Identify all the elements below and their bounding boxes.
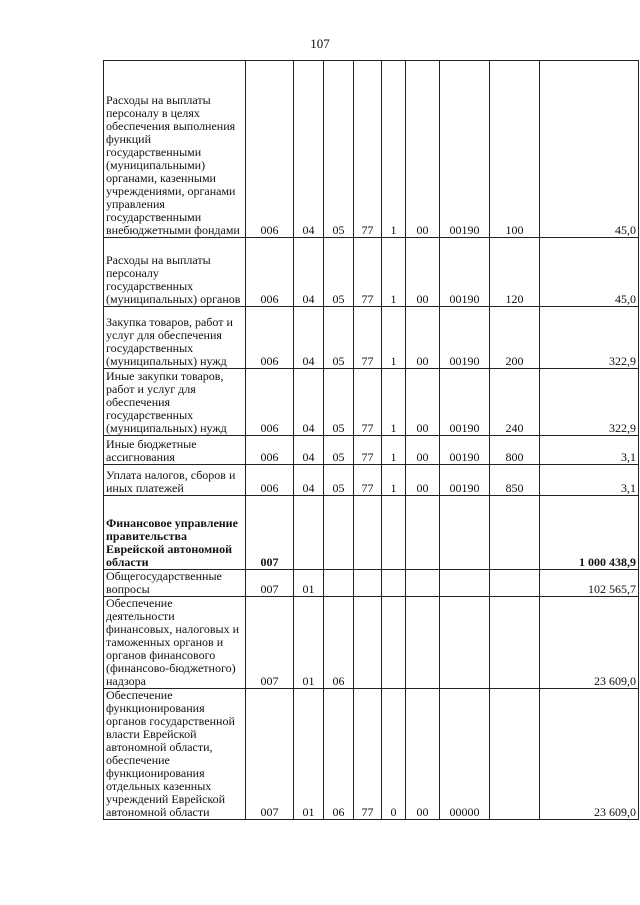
subsection-code xyxy=(324,570,354,597)
amount: 45,0 xyxy=(540,238,639,307)
activity-code xyxy=(406,597,440,689)
ministry-code: 006 xyxy=(246,369,294,436)
section-code: 01 xyxy=(294,597,324,689)
amount: 3,1 xyxy=(540,436,639,465)
amount: 23 609,0 xyxy=(540,689,639,820)
amount: 322,9 xyxy=(540,307,639,369)
ministry-code: 007 xyxy=(246,597,294,689)
program-code: 77 xyxy=(354,436,382,465)
section-code: 04 xyxy=(294,465,324,496)
program-code: 77 xyxy=(354,307,382,369)
ministry-code: 006 xyxy=(246,61,294,238)
amount: 45,0 xyxy=(540,61,639,238)
subsection-code: 05 xyxy=(324,436,354,465)
program-code: 77 xyxy=(354,689,382,820)
expense-type-code xyxy=(490,496,540,570)
subsection-code: 05 xyxy=(324,61,354,238)
expense-type-code: 200 xyxy=(490,307,540,369)
row-name: Расходы на выплаты персоналу государственных (муниципальных) органов xyxy=(104,238,246,307)
row-name: Финансовое управление правительства Еврейской автономной области xyxy=(104,496,246,570)
direction-code xyxy=(440,496,490,570)
activity-code: 00 xyxy=(406,307,440,369)
program-code: 77 xyxy=(354,465,382,496)
section-code: 04 xyxy=(294,307,324,369)
subprogram-code: 1 xyxy=(382,61,406,238)
ministry-code: 006 xyxy=(246,307,294,369)
section-code: 01 xyxy=(294,689,324,820)
subsection-code: 06 xyxy=(324,689,354,820)
section-code: 04 xyxy=(294,436,324,465)
ministry-code: 006 xyxy=(246,465,294,496)
subprogram-code: 1 xyxy=(382,465,406,496)
ministry-code: 007 xyxy=(246,496,294,570)
subprogram-code: 1 xyxy=(382,369,406,436)
activity-code xyxy=(406,496,440,570)
row-name: Иные бюджетные ассигнования xyxy=(104,436,246,465)
expense-type-code: 120 xyxy=(490,238,540,307)
subsection-code: 05 xyxy=(324,307,354,369)
subsection-code xyxy=(324,496,354,570)
section-code: 04 xyxy=(294,61,324,238)
direction-code xyxy=(440,570,490,597)
row-name: Обеспечение деятельности финансовых, налоговых и таможенных органов и органов финансового (финансово-бюджетного) надзора xyxy=(104,597,246,689)
table-row xyxy=(104,238,639,307)
ministry-code: 006 xyxy=(246,436,294,465)
page-number: 107 xyxy=(310,36,330,51)
amount: 102 565,7 xyxy=(540,570,639,597)
activity-code: 00 xyxy=(406,61,440,238)
program-code: 77 xyxy=(354,61,382,238)
section-code xyxy=(294,496,324,570)
program-code xyxy=(354,570,382,597)
direction-code: 00190 xyxy=(440,61,490,238)
activity-code: 00 xyxy=(406,436,440,465)
row-name: Иные закупки товаров, работ и услуг для обеспечения государственных (муниципальных) нужд xyxy=(104,369,246,436)
activity-code: 00 xyxy=(406,465,440,496)
subprogram-code xyxy=(382,597,406,689)
section-code: 01 xyxy=(294,570,324,597)
subsection-code: 05 xyxy=(324,465,354,496)
direction-code: 00190 xyxy=(440,436,490,465)
direction-code: 00190 xyxy=(440,238,490,307)
section-code: 04 xyxy=(294,369,324,436)
direction-code: 00000 xyxy=(440,689,490,820)
subsection-code: 05 xyxy=(324,238,354,307)
row-name: Обеспечение функционирования органов государственной власти Еврейской автономной области, обеспечение функционирования отдельных казенных учреждений Еврейской автономной области xyxy=(104,689,246,820)
table-row xyxy=(104,61,639,238)
activity-code: 00 xyxy=(406,689,440,820)
ministry-code: 006 xyxy=(246,238,294,307)
table-row xyxy=(104,570,639,597)
expense-type-code xyxy=(490,570,540,597)
expense-type-code xyxy=(490,597,540,689)
ministry-code: 007 xyxy=(246,570,294,597)
table-row xyxy=(104,436,639,465)
direction-code: 00190 xyxy=(440,465,490,496)
subprogram-code: 1 xyxy=(382,307,406,369)
direction-code: 00190 xyxy=(440,307,490,369)
expense-type-code: 800 xyxy=(490,436,540,465)
activity-code: 00 xyxy=(406,369,440,436)
program-code: 77 xyxy=(354,238,382,307)
program-code xyxy=(354,597,382,689)
activity-code xyxy=(406,570,440,597)
subprogram-code: 1 xyxy=(382,238,406,307)
subsection-code: 05 xyxy=(324,369,354,436)
section-code: 04 xyxy=(294,238,324,307)
amount: 3,1 xyxy=(540,465,639,496)
amount: 322,9 xyxy=(540,369,639,436)
direction-code xyxy=(440,597,490,689)
row-name: Расходы на выплаты персоналу в целях обеспечения выполнения функций государственными (муниципальными) органами, казенными учреждениями, органами управления государственными внебюджетными фондами xyxy=(104,61,246,238)
subprogram-code xyxy=(382,570,406,597)
budget-table xyxy=(103,60,639,820)
program-code: 77 xyxy=(354,369,382,436)
amount: 23 609,0 xyxy=(540,597,639,689)
program-code xyxy=(354,496,382,570)
subprogram-code: 1 xyxy=(382,436,406,465)
expense-type-code: 100 xyxy=(490,61,540,238)
subsection-code: 06 xyxy=(324,597,354,689)
row-name: Общегосударственные вопросы xyxy=(104,570,246,597)
ministry-code: 007 xyxy=(246,689,294,820)
row-name: Уплата налогов, сборов и иных платежей xyxy=(104,465,246,496)
table-row xyxy=(104,496,639,570)
subprogram-code: 0 xyxy=(382,689,406,820)
direction-code: 00190 xyxy=(440,369,490,436)
table-row xyxy=(104,369,639,436)
activity-code: 00 xyxy=(406,238,440,307)
expense-type-code: 240 xyxy=(490,369,540,436)
table-row xyxy=(104,597,639,689)
table-row xyxy=(104,465,639,496)
row-name: Закупка товаров, работ и услуг для обеспечения государственных (муниципальных) нужд xyxy=(104,307,246,369)
expense-type-code: 850 xyxy=(490,465,540,496)
table-row xyxy=(104,307,639,369)
table-row xyxy=(104,689,639,820)
amount: 1 000 438,9 xyxy=(540,496,639,570)
expense-type-code xyxy=(490,689,540,820)
subprogram-code xyxy=(382,496,406,570)
